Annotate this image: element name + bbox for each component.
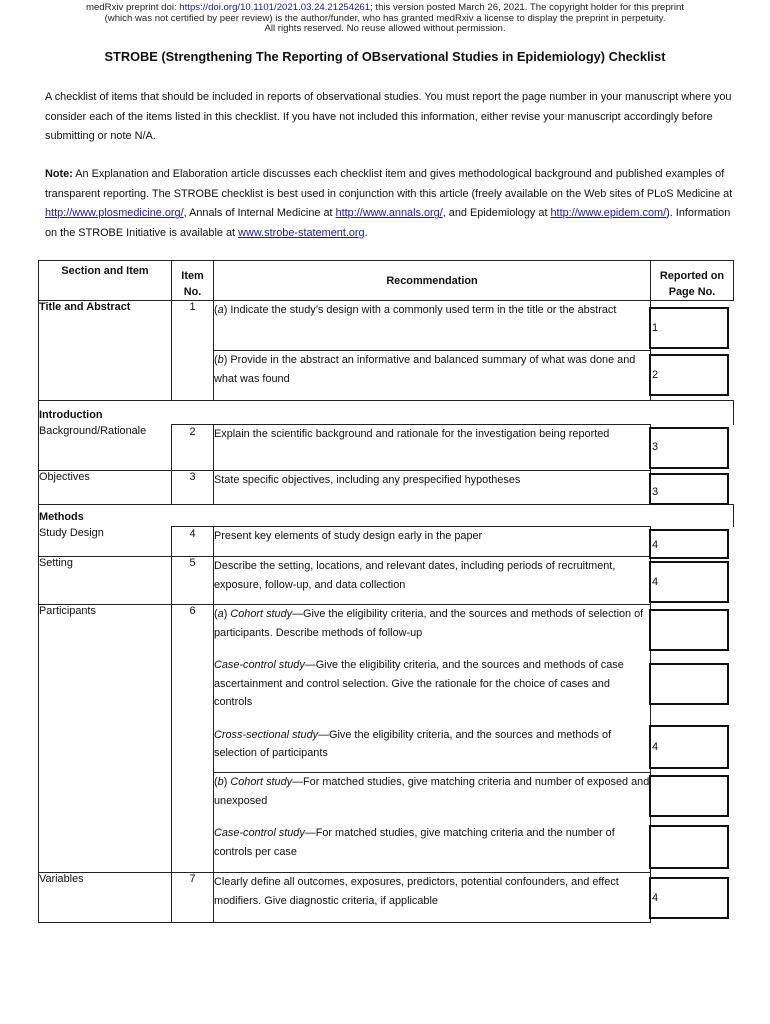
note-label: Note: xyxy=(45,168,73,180)
table-row xyxy=(39,873,734,923)
page-number-field[interactable]: 4 xyxy=(649,561,729,603)
recommendation-cell: Clearly define all outcomes, exposures, predictors, potential confounders, and effect modifiers. Give diagnostic criteria, if applicable xyxy=(214,873,651,923)
table-header-row xyxy=(39,261,734,301)
item-no: 1 xyxy=(172,301,214,401)
page-cell xyxy=(651,605,734,773)
intro-paragraph: A checklist of items that should be included in reports of observational studies. You must report the page number in your manuscript where you consider each of the items listed in this checklist. If you have not included this information, either revise your manuscript accordingly before submitting or note N/A. xyxy=(45,91,732,143)
page-number-field[interactable]: 3 xyxy=(649,427,729,469)
section-heading-row xyxy=(39,401,734,425)
section-title-abstract: Title and Abstract xyxy=(39,301,172,401)
page-number-field[interactable]: 4 xyxy=(649,725,729,769)
page-number-field[interactable]: 1 xyxy=(649,307,729,349)
recommendation-cell: State specific objectives, including any prespecified hypotheses xyxy=(214,471,651,505)
section-background: Background/Rationale xyxy=(39,425,172,471)
page-number-field[interactable]: 4 xyxy=(649,877,729,919)
item-no: 5 xyxy=(172,557,214,605)
preprint-header xyxy=(0,3,770,35)
section-participants: Participants xyxy=(39,605,172,873)
item-no: 2 xyxy=(172,425,214,471)
note-paragraph: Note: An Explanation and Elaboration article discusses each checklist item and gives methodological background and published examples of transparent reporting. The STROBE checklist is best used in conjunction with this article (freely available on the Web sites of PLoS Medicine at http://www.plosmedicine.org/, Annals of Internal Medicine at http://www.annals.org/, and Epidemiology at http://www.epidem.com/). Information on the STROBE Initiative is available at www.strobe-statement.org. xyxy=(45,168,733,240)
header-recommendation: Recommendation xyxy=(214,261,651,301)
doi-link[interactable]: https://doi.org/10.1101/2021.03.24.21254261 xyxy=(179,2,371,13)
page-number-field[interactable] xyxy=(649,825,729,869)
table-row xyxy=(39,527,734,557)
preprint-header-line1: medRxiv preprint doi: https://doi.org/10.1101/2021.03.24.21254261; this version posted March 26, 2021. The copyright holder for this preprint xyxy=(85,2,685,13)
section-heading-introduction: Introduction xyxy=(39,401,734,425)
page-cell xyxy=(651,873,734,923)
case-control-block: Case-control study—Give the eligibility criteria, and the sources and methods of case ascertainment and control selection. Give the rationale for the choice of cases and controls xyxy=(214,659,624,708)
page-cell xyxy=(651,471,734,505)
section-heading-row xyxy=(39,505,734,527)
table-row xyxy=(39,301,734,351)
page-number-field[interactable] xyxy=(649,663,729,705)
page-cell xyxy=(651,527,734,557)
header-page-no: Reported on Page No. xyxy=(651,261,734,301)
recommendation-cell: Describe the setting, locations, and relevant dates, including periods of recruitment, exposure, follow-up, and data collection xyxy=(214,557,651,605)
section-variables: Variables xyxy=(39,873,172,923)
table-row xyxy=(39,605,734,773)
recommendation-cell: (b) Provide in the abstract an informative and balanced summary of what was done and what was found xyxy=(214,351,651,401)
item-no: 4 xyxy=(172,527,214,557)
header-item-no: Item No. xyxy=(172,261,214,301)
page-number-field[interactable] xyxy=(649,609,729,651)
recommendation-cell: (a) Indicate the study’s design with a commonly used term in the title or the abstract xyxy=(214,301,651,351)
preprint-header-line3: All rights reserved. No reuse allowed without permission. xyxy=(264,23,506,34)
section-setting: Setting xyxy=(39,557,172,605)
page-number-field[interactable] xyxy=(649,775,729,817)
section-objectives: Objectives xyxy=(39,471,172,505)
page-cell xyxy=(651,351,734,401)
epidem-link[interactable]: http://www.epidem.com/ xyxy=(550,207,667,220)
annals-link[interactable]: http://www.annals.org/ xyxy=(335,207,443,220)
item-no: 7 xyxy=(172,873,214,923)
page-cell xyxy=(651,557,734,605)
table-row xyxy=(39,471,734,505)
page-cell xyxy=(651,301,734,351)
header-section: Section and Item xyxy=(39,261,172,301)
recommendation-cell xyxy=(214,773,651,873)
item-no: 3 xyxy=(172,471,214,505)
section-heading-methods: Methods xyxy=(39,505,734,527)
recommendation-cell: Present key elements of study design early in the paper xyxy=(214,527,651,557)
page-cell xyxy=(651,425,734,471)
cross-sectional-block: Cross-sectional study—Give the eligibility criteria, and the sources and methods of selection of participants xyxy=(214,728,612,759)
section-study-design: Study Design xyxy=(39,527,172,557)
page-title: STROBE (Strengthening The Reporting of OBservational Studies in Epidemiology) Checklist xyxy=(104,49,666,64)
cohort-block: (a) Cohort study—Give the eligibility criteria, and the sources and methods of selection of participants. Describe methods of follow-up xyxy=(214,608,644,639)
page-cell xyxy=(651,773,734,873)
table-row xyxy=(39,557,734,605)
plos-link[interactable]: http://www.plosmedicine.org/ xyxy=(45,207,184,220)
item-no: 6 xyxy=(172,605,214,873)
preprint-header-line2: (which was not certified by peer review) is the author/funder, who has granted medRxiv a license to display the preprint in perpetuity. xyxy=(104,12,666,24)
matched-cohort-block: (b) Cohort study—For matched studies, give matching criteria and number of exposed and unexposed xyxy=(214,776,650,807)
strobe-link[interactable]: www.strobe-statement.org xyxy=(238,227,365,240)
table-row xyxy=(39,425,734,471)
recommendation-cell: Explain the scientific background and rationale for the investigation being reported xyxy=(214,425,651,471)
page-number-field[interactable]: 2 xyxy=(649,354,729,396)
page-number-field[interactable]: 4 xyxy=(649,529,729,559)
page-number-field[interactable]: 3 xyxy=(649,473,729,505)
recommendation-cell xyxy=(214,605,651,773)
matched-case-control-block: Case-control study—For matched studies, give matching criteria and the number of controls per case xyxy=(214,827,615,858)
checklist-table xyxy=(38,260,734,923)
